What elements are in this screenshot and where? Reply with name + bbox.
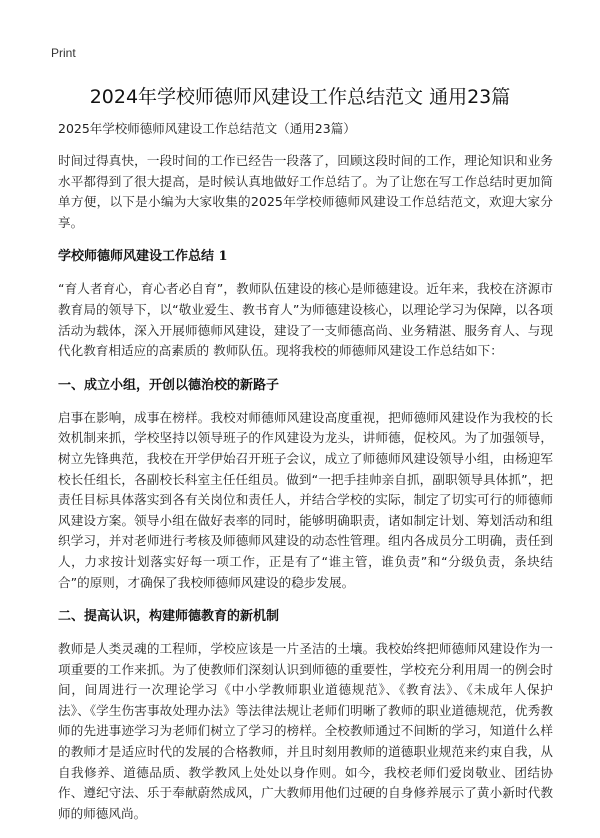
paragraph-1: 启事在影响，成事在榜样。我校对师德师风建设高度重视，把师德师风建设作为我校的长效机制来抓，学校坚持以领导班子的作风建设为龙头，讲师德，促校风。为了加强领导，树立先锋典范，我校在开学伊始召开班子会议，成立了师德师风建设领导小组，由杨迎军校长任组长，各副校长科室主任任组员。做到“一把手挂帅亲自抓，副职领导具体抓”，把责任目标具体落实到各有关岗位和责任人，并结合学校的实际，制定了切实可行的师德师风建设方案。领导小组在做好表率的同时，能够明确职责，诸如制定计划、筹划活动和组织学习，并对老师进行考核及师德师风建设的动态性管理。组内各成员分工明确，责任到人，力求按计划落实好每一项工作，正是有了“谁主管，谁负责”和“分级负责，条块结合”的原则，才确保了我校师德师风建设的稳步发展。 bbox=[58, 409, 553, 590]
section-intro-paragraph: “育人者育心，育心者必自育”，教师队伍建设的核心是师德建设。近年来，我校在济源市教育局的领导下，以“敬业爱生、教书育人”为师德建设核心，以理论学习为保障，以各项活动为载体，深入开展师德师风建设，建设了一支师德高尚、业务精湛、服务育人、与现代化教育相适应的高素质的 教师队伍。现将我校的师德师风建设工作总结如下： bbox=[58, 281, 553, 359]
print-label: Print bbox=[51, 46, 76, 60]
section-title: 学校师德师风建设工作总结 1 bbox=[58, 249, 228, 265]
heading-1: 一、成立小组，开创以德治校的新路子 bbox=[58, 377, 280, 393]
intro-paragraph: 时间过得真快，一段时间的工作已经告一段落了，回顾这段时间的工作，理论知识和业务水平都得到了很大提高，是时候认真地做好工作总结了。为了让您在写工作总结时更加简单方便，以下是小编为大家收集的2025年学校师德师风建设工作总结范文，欢迎大家分享。 bbox=[58, 153, 553, 230]
page-title: 2024年学校师德师风建设工作总结范文 通用23篇 bbox=[89, 86, 511, 108]
document-body bbox=[58, 119, 553, 838]
heading-2: 二、提高认识，构建师德教育的新机制 bbox=[58, 609, 280, 625]
document-subtitle: 2025年学校师德师风建设工作总结范文（通用23篇） bbox=[58, 121, 356, 136]
paragraph-2: 教师是人类灵魂的工程师，学校应该是一片圣洁的土壤。我校始终把师德师风建设作为一项重要的工作来抓。为了使教师们深刻认识到师德的重要性，学校充分利用周一的例会时间，间周进行一次理论学习《中小学教师职业道德规范》、《教育法》、《未成年人保护法》、《学生伤害事故处理办法》等法律法规让老师们明晰了教师的职业道德规范，优秀教师的先进事迹学习为老师们树立了学习的榜样。全校教师通过不间断的学习，知道什么样的教师才是适应时代的发展的合格教师，并且时刻用教师的道德职业规范来约束自我，从自我修养、道德品质、教学教风上处处以身作则。如今，我校老师们爱岗敬业、团结协作、遵纪守法、乐于奉献蔚然成风，广大教师用他们过硬的自身修养展示了黄小新时代教师的师德风尚。 bbox=[58, 641, 553, 821]
